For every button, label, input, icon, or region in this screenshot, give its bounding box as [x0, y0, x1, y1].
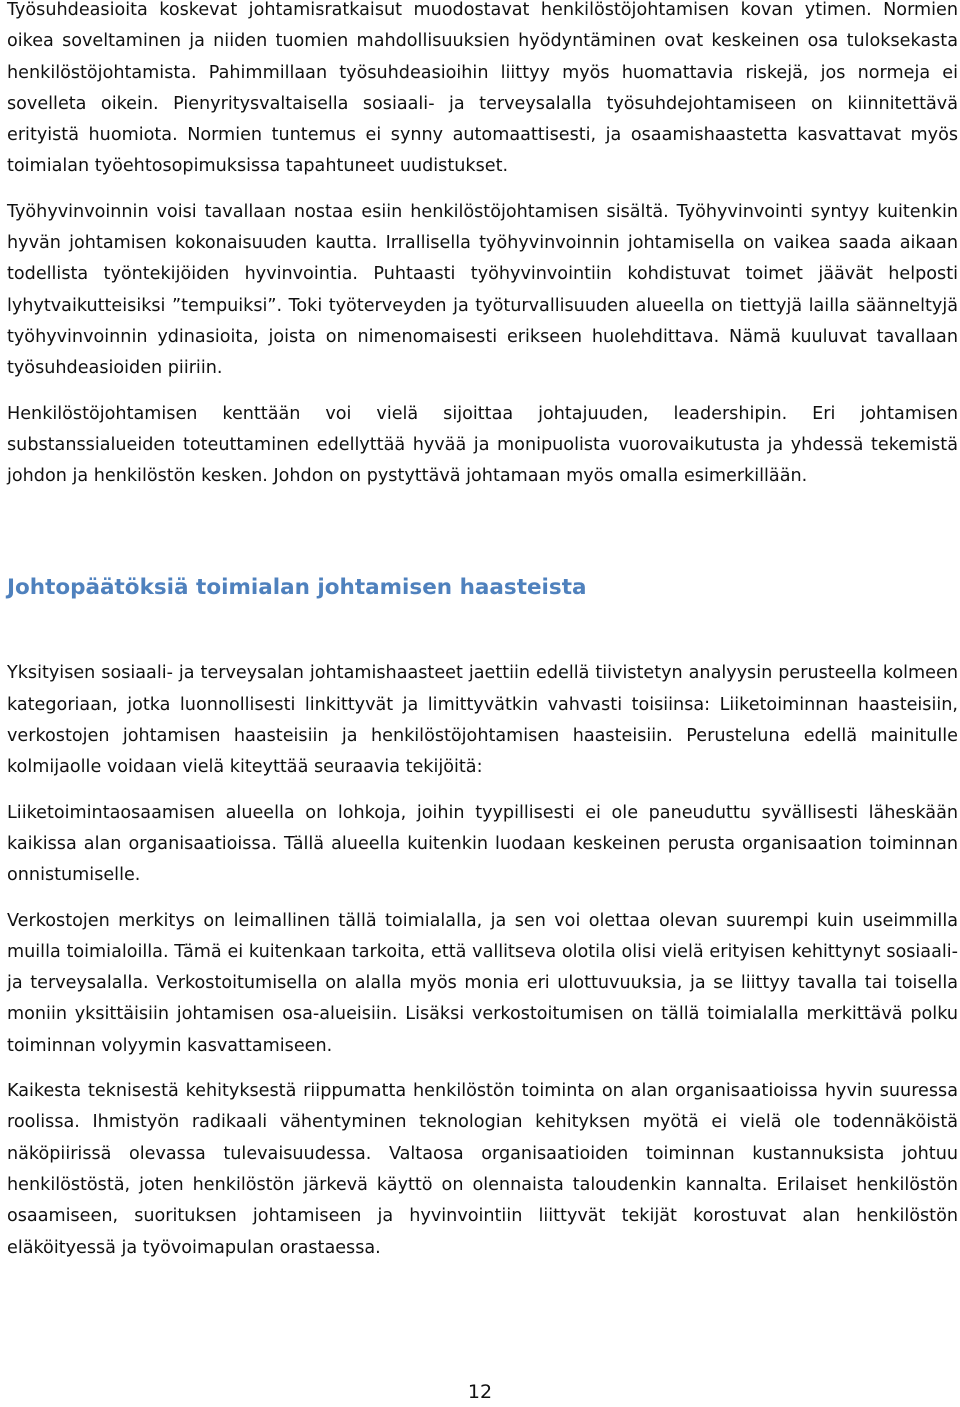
- paragraph-leadership: Henkilöstöjohtamisen kenttään voi vielä sijoittaa johtajuuden, leadershipin. Eri johtamisen substanssialueiden toteuttaminen edellyttää hyvää ja monipuolista vuorovaikutusta ja yhdessä tekemistä johdon ja henkilöstön kesken. Johdon on pystyttävä johtamaan myös omalla esimerkillään.: [7, 403, 958, 487]
- paragraph-wellbeing: Työhyvinvoinnin voisi tavallaan nostaa esiin henkilöstöjohtamisen sisältä. Työhyvinvointi syntyy kuitenkin hyvän johtamisen kokonaisuuden kautta. Irrallisella työhyvinvoinnin johtamisella on vaikea saada aikaan todellista työntekijöiden hyvinvointia. Puhtaasti työhyvinvointiin kohdistuvat toimet jäävät helposti lyhytvaikutteisiksi ”tempuiksi”. Toki työterveyden ja työturvallisuuden alueella on tiettyjä lailla säänneltyjä työhyvinvoinnin ydinasioita, joista on nimenomaisesti erikseen huolehdittava. Nämä kuuluvat tavallaan työsuhdeasioiden piiriin.: [7, 201, 958, 379]
- section-heading: Johtopäätöksiä toimialan johtamisen haasteista: [7, 575, 587, 601]
- paragraph-categories: Yksityisen sosiaali- ja terveysalan johtamishaasteet jaettiin edellä tiivistetyn analyysin perusteella kolmeen kategoriaan, jotka luonnollisesti linkittyvät ja limittyvätkin vahvasti toisiinsa: Liiketoiminnan haasteisiin, verkostojen johtamisen haasteisiin ja henkilöstöjohtamisen haasteisiin. Perusteluna edellä mainitulle kolmijaolle voidaan vielä kiteyttää seuraavia tekijöitä:: [7, 663, 958, 778]
- paragraph-networks: Verkostojen merkitys on leimallinen tällä toimialalla, ja sen voi olettaa olevan suurempi kuin useimmilla muilla toimialoilla. Tämä ei kuitenkaan tarkoita, että vallitseva olotila olisi vielä erityisen kehittynyt sosiaali- ja terveysalalla. Verkostoitumisella on alalla myös monia eri ulottuvuuksia, ja se liittyy tavalla tai toisella moniin yksittäisiin johtamisen osa-alueisiin. Lisäksi verkostoitumisen on tällä toimialalla merkittävä polku toiminnan volyymin kasvattamiseen.: [7, 910, 958, 1056]
- page-number: 12: [467, 1381, 493, 1403]
- paragraph-business-competence: Liiketoimintaosaamisen alueella on lohkoja, joihin tyypillisesti ei ole paneuduttu syvällisesti läheskään kaikissa alan organisaatioissa. Tällä alueella kuitenkin luodaan keskeinen perusta organisaation toiminnan onnistumiselle.: [7, 802, 958, 886]
- paragraph-personnel: Kaikesta teknisestä kehityksestä riippumatta henkilöstön toiminta on alan organisaatioissa hyvin suuressa roolissa. Ihmistyön radikaali vähentyminen teknologian kehityksen myötä ei vielä ole todennäköistä näköpiirissä olevassa tulevaisuudessa. Valtaosa organisaatioiden toiminnan kustannuksista johtuu henkilöstöstä, joten henkilöstön järkevä käyttö on olennaista taloudenkin kannalta. Erilaiset henkilöstön osaamiseen, suorituksen johtamiseen ja hyvinvointiin liittyvät tekijät korostuvat alan henkilöstön eläköityessä ja työvoimapulan orastaessa.: [7, 1081, 958, 1258]
- paragraph-employment-relations: Työsuhdeasioita koskevat johtamisratkaisut muodostavat henkilöstöjohtamisen kovan ytimen. Normien oikea soveltaminen ja niiden tuomien mahdollisuuksien hyödyntäminen ovat keskeinen osa tuloksekasta henkilöstöjohtamista. Pahimmillaan työsuhdeasioihin liittyy myös huomattavia riskejä, jos normeja ei sovelleta oikein. Pienyritysvaltaisella sosiaali- ja terveysalalla työsuhdejohtamiseen on kiinnitettävä erityistä huomiota. Normien tuntemus ei synny automaattisesti, ja osaamishaastetta kasvattavat myös toimialan työehtosopimuksissa tapahtuneet uudistukset.: [7, 0, 958, 177]
- document-page: [7, 0, 958, 1264]
